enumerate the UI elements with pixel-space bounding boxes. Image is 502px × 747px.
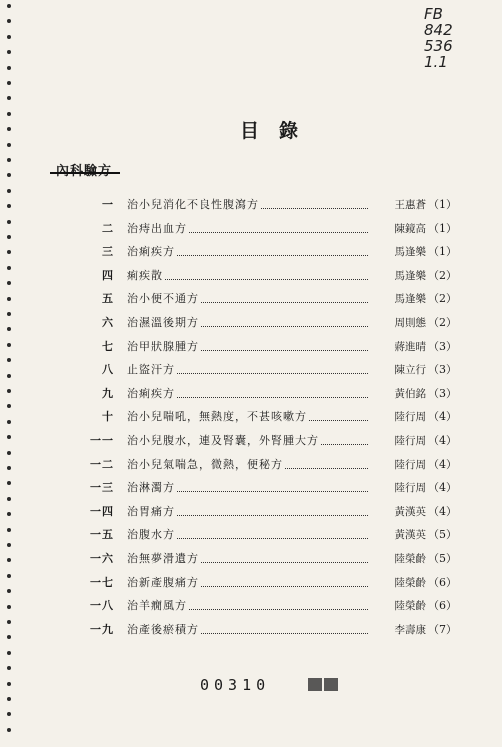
catalog-code: 00310 <box>200 676 271 694</box>
entry-title: 痢疾散 <box>127 266 165 286</box>
entry-author: 馬逢樂 <box>393 289 427 309</box>
entry-author: 陳鏡高 <box>393 219 427 239</box>
entry-author: 馬逢樂 <box>393 242 427 262</box>
entry-number: 一一 <box>90 434 114 447</box>
entry-author: 陸榮齡 <box>393 549 427 569</box>
entry-title: 治新產腹痛方 <box>127 573 201 593</box>
entry-title: 治痔出血方 <box>127 219 189 239</box>
entry-title: 治小兒氣喘急，微熱，便秘方 <box>127 455 285 475</box>
entry-page-number: （3） <box>428 386 457 400</box>
toc-entry <box>0 219 502 243</box>
punch-hole <box>7 189 11 193</box>
toc-entry <box>0 502 502 526</box>
handwritten-call-number <box>424 6 494 70</box>
entry-title: 治痢疾方 <box>127 242 177 262</box>
entry-author: 陸行周 <box>393 431 427 451</box>
toc-entry <box>0 525 502 549</box>
toc-entry <box>0 549 502 573</box>
entry-title: 治小兒腹水，連及腎囊，外腎腫大方 <box>127 431 321 451</box>
punch-hole <box>7 66 11 70</box>
punch-hole <box>7 158 11 162</box>
call-number-line: 1.1 <box>424 53 448 71</box>
entry-page-number: （1） <box>428 198 457 211</box>
toc-entry <box>0 384 502 408</box>
entry-number: 七 <box>102 339 114 353</box>
section-underline <box>50 172 120 174</box>
entry-number: 一九 <box>90 622 114 636</box>
entry-author: 李壽康 <box>393 620 427 640</box>
entry-author: 陸行周 <box>393 407 427 427</box>
entry-title: 治小兒消化不良性腹瀉方 <box>127 195 261 215</box>
call-number-line: 842 <box>424 21 453 39</box>
entry-number: 九 <box>102 386 114 400</box>
toc-entry <box>0 242 502 266</box>
entry-title: 治小便不通方 <box>127 289 201 309</box>
entry-number: 一三 <box>90 481 114 495</box>
toc-entry <box>0 596 502 620</box>
entry-page-number: （4） <box>428 481 457 495</box>
punch-hole <box>7 81 11 85</box>
entry-number: 四 <box>102 268 114 282</box>
punch-hole <box>7 651 11 655</box>
entry-page-number: （3） <box>428 363 457 377</box>
entry-title: 治腹水方 <box>127 525 177 545</box>
punch-hole <box>7 682 11 686</box>
entry-author: 陳立行 <box>393 360 427 380</box>
toc-entry <box>0 407 502 431</box>
entry-author: 黃伯銘 <box>393 384 427 404</box>
entry-page-number: （4） <box>428 457 457 471</box>
entry-page-number: （4） <box>428 504 457 518</box>
toc-entry <box>0 573 502 597</box>
punch-hole <box>7 4 11 8</box>
entry-page-number: （4） <box>428 434 457 447</box>
toc-entry <box>0 313 502 337</box>
entry-number: 二 <box>102 221 114 235</box>
entry-title: 治痢疾方 <box>127 384 177 404</box>
toc-entry <box>0 266 502 290</box>
entry-page-number: （1） <box>428 245 457 259</box>
toc-entry <box>0 195 502 219</box>
entry-page-number: （7） <box>428 622 457 636</box>
punch-hole <box>7 112 11 116</box>
entry-number: 一 <box>102 198 114 211</box>
page-title: 目錄 <box>240 120 319 142</box>
punch-hole <box>7 712 11 716</box>
entry-number: 一八 <box>90 599 114 613</box>
entry-author: 周則態 <box>393 313 427 333</box>
section-heading <box>56 160 112 179</box>
entry-number: 十 <box>102 410 114 424</box>
toc-entry <box>0 337 502 361</box>
entry-author: 陸行周 <box>393 455 427 475</box>
entry-author: 王惠蒼 <box>393 195 427 215</box>
entry-page-number: （6） <box>428 575 457 589</box>
entry-title: 治胃痛方 <box>127 502 177 522</box>
entry-page-number: （2） <box>428 316 457 329</box>
entry-title: 治羊癇風方 <box>127 596 189 616</box>
entry-number: 六 <box>102 316 114 329</box>
punch-hole <box>7 728 11 732</box>
entry-author: 陸榮齡 <box>393 596 427 616</box>
toc-entry <box>0 431 502 455</box>
entry-author: 黃漢英 <box>393 525 427 545</box>
punch-hole <box>7 50 11 54</box>
punch-hole <box>7 127 11 131</box>
entry-number: 一六 <box>90 552 114 565</box>
entry-title: 治甲狀腺腫方 <box>127 337 201 357</box>
entry-page-number: （3） <box>428 339 457 353</box>
entry-page-number: （4） <box>428 410 457 424</box>
punch-hole <box>7 666 11 670</box>
entry-page-number: （1） <box>428 221 457 235</box>
entry-title: 治小兒喘吼，無熱度，不甚咳嗽方 <box>127 407 309 427</box>
punch-hole <box>7 96 11 100</box>
entry-page-number: （2） <box>428 292 457 306</box>
entry-page-number: （5） <box>428 552 457 565</box>
toc-entry <box>0 289 502 313</box>
entry-author: 陸行周 <box>393 478 427 498</box>
entry-title: 治無夢滑遺方 <box>127 549 201 569</box>
entry-page-number: （6） <box>428 599 457 613</box>
punch-hole <box>7 35 11 39</box>
toc-entry <box>0 620 502 644</box>
entry-number: 一四 <box>90 504 114 518</box>
entry-title: 止盜汗方 <box>127 360 177 380</box>
entry-author: 陸榮齡 <box>393 573 427 593</box>
entry-title: 治產後瘀積方 <box>127 620 201 640</box>
entry-number: 一二 <box>90 457 114 471</box>
entry-title: 治淋濁方 <box>127 478 177 498</box>
punch-hole <box>7 173 11 177</box>
entry-number: 五 <box>102 292 114 306</box>
call-number-line: FB <box>424 5 443 23</box>
library-stamp <box>308 678 348 694</box>
toc-entry <box>0 455 502 479</box>
entry-author: 黃漢英 <box>393 502 427 522</box>
entry-number: 八 <box>102 363 114 377</box>
punch-hole <box>7 697 11 701</box>
entry-title: 治濕溫後期方 <box>127 313 201 333</box>
entry-number: 三 <box>102 245 114 259</box>
entry-page-number: （2） <box>428 268 457 282</box>
entry-page-number: （5） <box>428 528 457 542</box>
toc-entry <box>0 360 502 384</box>
call-number-line: 536 <box>424 37 453 55</box>
entry-number: 一七 <box>90 575 114 589</box>
entry-author: 馬逢樂 <box>393 266 427 286</box>
punch-hole <box>7 143 11 147</box>
toc-entry <box>0 478 502 502</box>
punch-hole <box>7 19 11 23</box>
entry-number: 一五 <box>90 528 114 542</box>
entry-author: 蔣進晴 <box>393 337 427 357</box>
